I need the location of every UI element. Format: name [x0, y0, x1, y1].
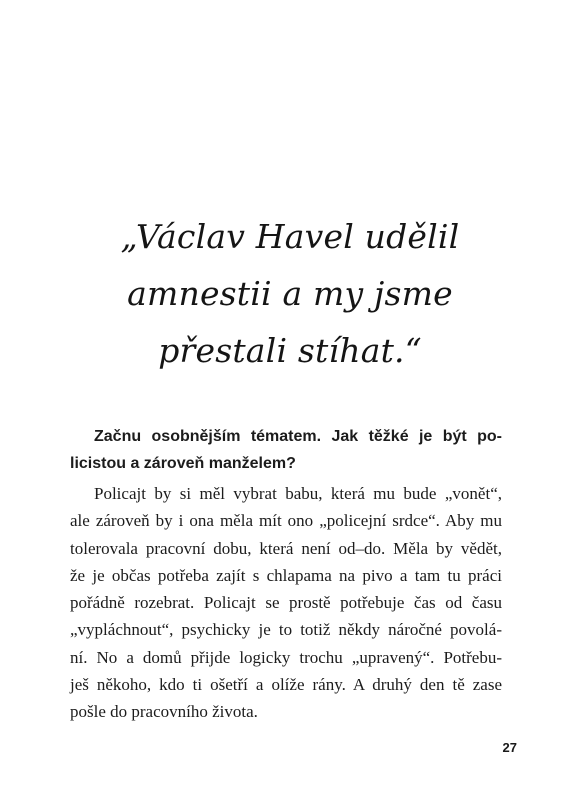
answer-line: Policajt by si měl vybrat babu, která mu bude „vonět“,: [94, 484, 502, 503]
answer-line: pořádně rozebrat. Policajt se prostě potřebuje čas od času: [70, 593, 502, 613]
question-line: Začnu osobnějším tématem. Jak těžké je být po-: [94, 428, 502, 445]
answer-line: ješ někoho, kdo ti ošetří a olíže rány. A druhý den tě zase: [70, 675, 502, 695]
answer-line: pošle do pracovního života.: [70, 702, 258, 722]
answer-line: ale zároveň by i ona měla mít ono „policejní srdce“. Aby mu: [70, 511, 502, 531]
page-number: 27: [502, 740, 517, 755]
question-line: licistou a zároveň manželem?: [70, 455, 296, 472]
answer-line: ní. No a domů přijde logicky trochu „upravený“. Potřebu-: [70, 647, 502, 667]
interview-answer: [70, 480, 502, 726]
interview-text: [70, 423, 502, 726]
pull-quote-line: „Václav Havel udělil: [120, 217, 460, 256]
pull-quote-line: amnestii a my jsme: [127, 274, 453, 313]
answer-line: tolerovala pracovní dobu, která není od–do. Měla by vědět,: [70, 538, 502, 558]
interview-question: [70, 423, 502, 477]
answer-line: že je občas potřeba zajít s chlapama na pivo a tam tu práci: [70, 565, 502, 585]
answer-line: „vypláchnout“, psychicky je to totiž někdy náročné povolá-: [70, 620, 502, 640]
pull-quote-line: přestali stíhat.“: [158, 331, 422, 370]
pull-quote: [110, 208, 470, 379]
